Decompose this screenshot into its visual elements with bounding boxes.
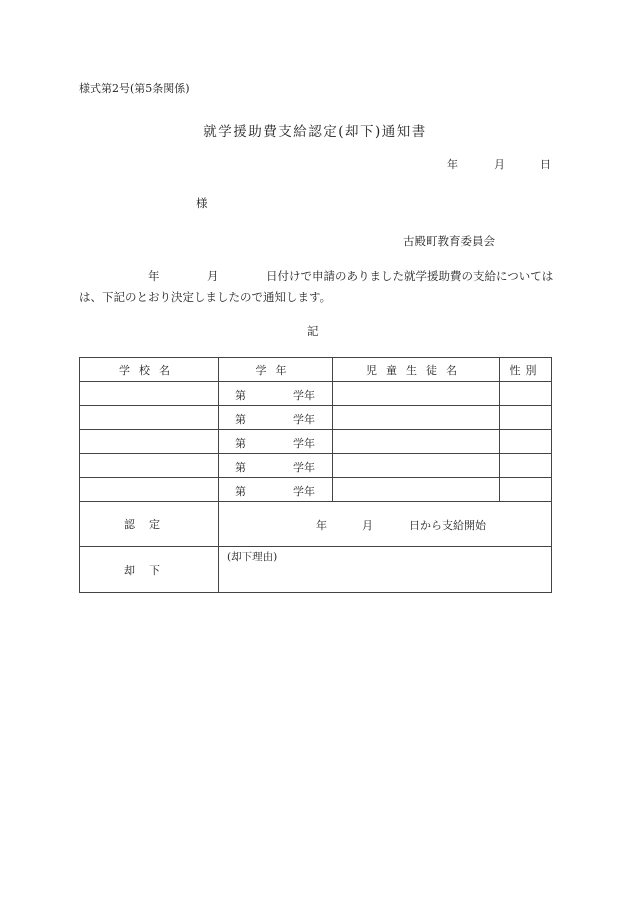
- header-school-name: 学校名: [80, 358, 219, 382]
- table-row: [80, 430, 552, 454]
- grade-cell[interactable]: [219, 454, 333, 478]
- grade-prefix: 第: [235, 485, 246, 498]
- school-cell[interactable]: [80, 406, 219, 430]
- body-year-label: 年: [148, 269, 160, 283]
- sex-cell[interactable]: [500, 382, 552, 406]
- student-table: [79, 357, 552, 593]
- rejection-label: 却下: [80, 547, 219, 593]
- rejection-row: [80, 547, 552, 593]
- header-sex: 性別: [500, 358, 552, 382]
- school-cell[interactable]: [80, 382, 219, 406]
- sex-cell[interactable]: [500, 454, 552, 478]
- body-line2-text: は、下記のとおり決定しましたので通知します。: [79, 290, 332, 304]
- approval-row: [80, 502, 552, 547]
- grade-prefix: 第: [235, 389, 246, 402]
- grade-prefix: 第: [235, 461, 246, 474]
- issuer-name: 古殿町教育委員会: [403, 234, 495, 248]
- grade-cell[interactable]: [219, 478, 333, 502]
- approval-month-label: 月: [362, 519, 373, 532]
- approval-rest-text: 日から支給開始: [409, 519, 486, 532]
- sex-cell[interactable]: [500, 430, 552, 454]
- header-grade: 学年: [219, 358, 333, 382]
- school-cell[interactable]: [80, 478, 219, 502]
- recipient-suffix: 様: [196, 196, 208, 210]
- date-year-label: 年: [447, 158, 458, 171]
- grade-suffix: 学年: [293, 485, 315, 498]
- body-line1-text: 日付けで申請のありました就学援助費の支給については: [266, 269, 554, 283]
- school-cell[interactable]: [80, 430, 219, 454]
- table-row: [80, 406, 552, 430]
- grade-suffix: 学年: [293, 413, 315, 426]
- grade-suffix: 学年: [293, 437, 315, 450]
- grade-prefix: 第: [235, 437, 246, 450]
- table-row: [80, 382, 552, 406]
- date-day-label: 日: [540, 158, 551, 171]
- student-cell[interactable]: [333, 382, 500, 406]
- school-cell[interactable]: [80, 454, 219, 478]
- ki-heading: 記: [307, 324, 319, 338]
- rejection-reason-cell[interactable]: [219, 547, 552, 593]
- grade-cell[interactable]: [219, 430, 333, 454]
- grade-suffix: 学年: [293, 389, 315, 402]
- table-row: [80, 454, 552, 478]
- header-student-name: 児童生徒名: [333, 358, 500, 382]
- rejection-reason-label: (却下理由): [227, 551, 278, 563]
- grade-cell[interactable]: [219, 406, 333, 430]
- grade-cell[interactable]: [219, 382, 333, 406]
- date-month-label: 月: [494, 158, 505, 171]
- document-title: 就学援助費支給認定(却下)通知書: [203, 124, 427, 140]
- student-cell[interactable]: [333, 454, 500, 478]
- grade-prefix: 第: [235, 413, 246, 426]
- approval-year-label: 年: [316, 519, 327, 532]
- student-cell[interactable]: [333, 430, 500, 454]
- form-number: 様式第2号(第5条関係): [79, 82, 190, 95]
- grade-suffix: 学年: [293, 461, 315, 474]
- body-month-label: 月: [207, 269, 219, 283]
- table-row: [80, 478, 552, 502]
- student-cell[interactable]: [333, 406, 500, 430]
- sex-cell[interactable]: [500, 478, 552, 502]
- approval-value-cell[interactable]: [219, 502, 552, 547]
- approval-label: 認定: [80, 502, 219, 547]
- table-header-row: [80, 358, 552, 382]
- sex-cell[interactable]: [500, 406, 552, 430]
- student-cell[interactable]: [333, 478, 500, 502]
